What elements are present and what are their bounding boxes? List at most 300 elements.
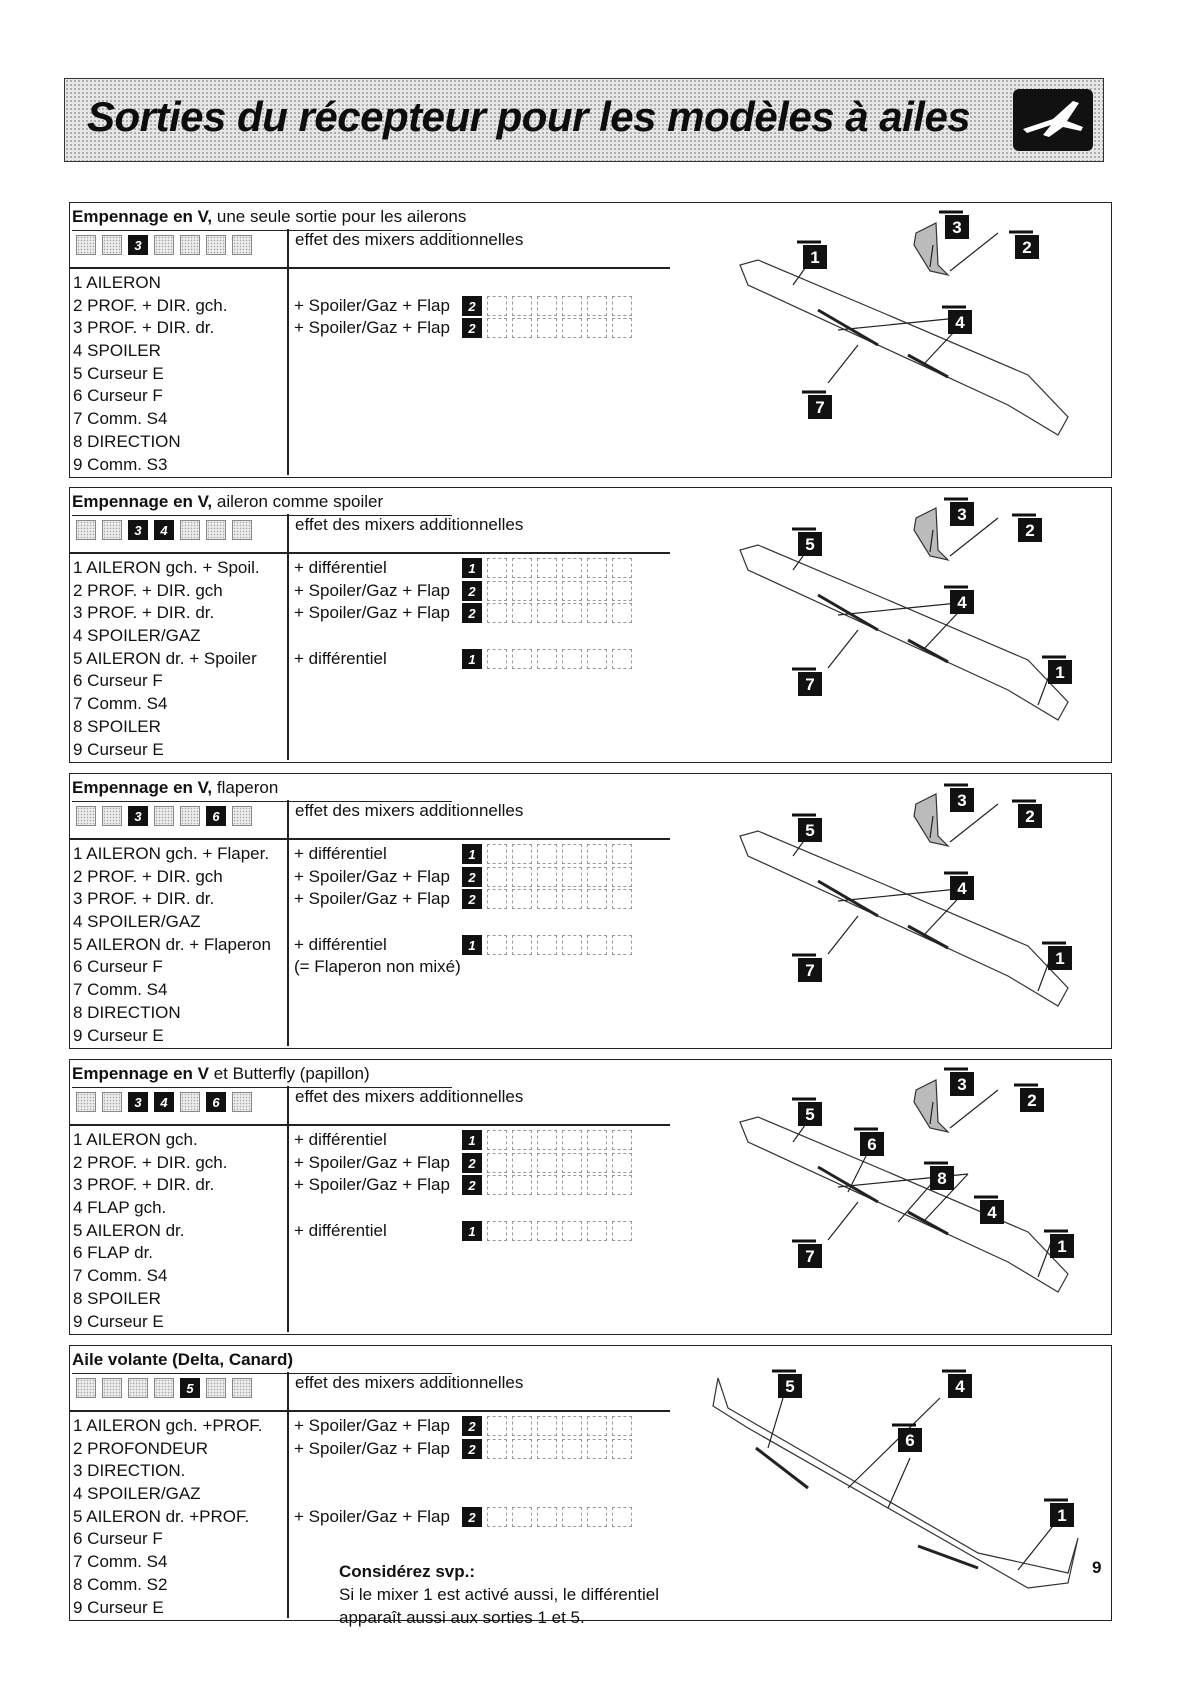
mix-channel-box (512, 296, 532, 316)
svg-text:1: 1 (1055, 949, 1065, 968)
mix-row (294, 1415, 674, 1438)
mix-channel-box (612, 1221, 632, 1241)
mix-channel-box (587, 935, 607, 955)
mix-channel-box (487, 1221, 507, 1241)
mix-channel-boxes (462, 603, 652, 624)
mix-channel-box (587, 318, 607, 338)
svg-text:2: 2 (1025, 807, 1035, 826)
output-item: 6 Curseur F (73, 1529, 163, 1549)
channel-box (206, 1378, 226, 1398)
svg-text:5: 5 (805, 821, 815, 840)
mix-channel-box (487, 889, 507, 909)
output-item: 2 PROF. + DIR. gch. (73, 1152, 228, 1172)
svg-text:4: 4 (957, 879, 967, 898)
mix-channel-box (562, 1153, 582, 1173)
wing-section (69, 1345, 1112, 1627)
v-tail (914, 508, 948, 560)
output-item: 1 AILERON (73, 273, 161, 292)
output-item: 8 Comm. S2 (73, 1574, 168, 1594)
mix-channel-box (562, 1175, 582, 1195)
channel-box (102, 1378, 122, 1398)
mix-text: + Spoiler/Gaz + Flap (294, 1506, 450, 1526)
mix-channel-box: 1 (462, 558, 482, 578)
output-item: 1 AILERON gch. (73, 1130, 198, 1149)
mix-channel-box (537, 1175, 557, 1195)
mix-channel-box: 1 (462, 1130, 482, 1150)
output-item: 9 Comm. S3 (73, 454, 168, 474)
mix-channel-box (612, 1153, 632, 1173)
page-number: 9 (1092, 1558, 1102, 1577)
channel-box (76, 1092, 96, 1112)
mix-channel-box (587, 1175, 607, 1195)
mix-channel-boxes (462, 1130, 652, 1151)
wing-output-tag (939, 212, 969, 239)
svg-text:1: 1 (810, 248, 820, 267)
mix-channel-box (587, 296, 607, 316)
output-item: 8 DIRECTION (73, 1002, 181, 1022)
output-item: 6 Curseur F (73, 671, 163, 691)
output-item: 5 AILERON dr. (73, 1220, 185, 1240)
mix-row (294, 1220, 674, 1243)
mix-text: + différentiel (294, 844, 387, 863)
wing-output-tag (892, 1425, 922, 1452)
mix-channel-box (537, 844, 557, 864)
mix-channel-box (612, 1439, 632, 1459)
mix-channel-boxes (462, 889, 652, 910)
wing-output-tag (944, 1069, 974, 1096)
output-item: 7 Comm. S4 (73, 1552, 168, 1572)
svg-text:3: 3 (957, 791, 967, 810)
mix-channel-boxes (462, 318, 652, 339)
output-list (70, 1415, 285, 1619)
channel-strip (76, 233, 276, 257)
mix-channel-boxes (462, 935, 652, 956)
v-tail (914, 223, 948, 275)
mix-row (294, 648, 674, 671)
output-item: 8 SPOILER (73, 1288, 161, 1308)
output-item: 7 Comm. S4 (73, 409, 168, 429)
mix-channel-box (562, 318, 582, 338)
channel-box (180, 806, 200, 826)
output-item: 6 FLAP dr. (73, 1243, 154, 1263)
mix-channel-box (537, 1153, 557, 1173)
mix-channel-box (587, 1221, 607, 1241)
mix-row (294, 557, 674, 580)
mix-channel-box (612, 889, 632, 909)
svg-text:3: 3 (957, 1075, 967, 1094)
wing-output-tag (802, 392, 832, 419)
output-item: 2 PROF. + DIR. gch (73, 580, 223, 600)
output-item: 5 AILERON dr. + Flaperon (73, 934, 271, 954)
section-heading-rest: aileron comme spoiler (212, 492, 384, 511)
mix-row (294, 1174, 674, 1197)
svg-text:1: 1 (1057, 1506, 1067, 1525)
mixer-heading: effet des mixers additionnelles (295, 1087, 524, 1106)
mix-channel-boxes (462, 581, 652, 602)
mix-channel-box (587, 889, 607, 909)
output-item: 3 PROF. + DIR. dr. (73, 318, 215, 338)
mixer-heading: effet des mixers additionnelles (295, 515, 524, 534)
mix-text: + Spoiler/Gaz + Flap (294, 1175, 450, 1195)
mix-channel-box (537, 1439, 557, 1459)
channel-box (76, 806, 96, 826)
wing-output-tag (792, 815, 822, 842)
channel-box (76, 1378, 96, 1398)
section-heading (72, 1063, 452, 1088)
wing-output-tag (1014, 1085, 1044, 1112)
row-divider (70, 552, 670, 554)
mix-channel-box: 2 (462, 1416, 482, 1436)
mix-channel-box (537, 935, 557, 955)
mix-channel-boxes (462, 1153, 652, 1174)
wing-output-tag (854, 1129, 884, 1156)
mix-channel-box (612, 603, 632, 623)
mix-row (294, 1438, 674, 1461)
mix-list (294, 843, 674, 979)
mix-channel-box (487, 1507, 507, 1527)
mix-text: + Spoiler/Gaz + Flap (294, 1438, 450, 1458)
mix-channel-box (537, 1221, 557, 1241)
channel-box: 4 (154, 1092, 174, 1112)
wing-main (740, 545, 1068, 720)
row-divider (70, 838, 670, 840)
wing-diagram (648, 1062, 1110, 1332)
channel-box: 3 (128, 806, 148, 826)
mix-row (294, 602, 674, 625)
output-item: 7 Comm. S4 (73, 1266, 168, 1286)
wing-output-tag (942, 307, 972, 334)
mix-channel-box (587, 1153, 607, 1173)
mix-channel-box (512, 1439, 532, 1459)
output-item: 5 AILERON dr. + Spoiler (73, 648, 257, 668)
mix-channel-boxes (462, 1416, 652, 1437)
output-item: 1 AILERON gch. + Flaper. (73, 844, 270, 863)
mix-channel-box (487, 603, 507, 623)
section-heading-bold: Empennage en V, (72, 492, 213, 511)
output-item: 2 PROFONDEUR (73, 1438, 209, 1458)
mix-channel-box: 2 (462, 581, 482, 601)
wing-output-tag (944, 499, 974, 526)
channel-strip (76, 804, 276, 828)
mix-channel-box (562, 296, 582, 316)
mix-channel-box (587, 581, 607, 601)
channel-box: 6 (206, 806, 226, 826)
mix-channel-box (562, 1221, 582, 1241)
output-item: 3 DIRECTION. (73, 1461, 186, 1481)
section-heading (72, 1349, 452, 1374)
mix-text: + différentiel (294, 934, 387, 954)
mix-channel-boxes (462, 867, 652, 888)
output-item: 3 PROF. + DIR. dr. (73, 1175, 215, 1195)
mix-channel-box (537, 1416, 557, 1436)
mix-text: + Spoiler/Gaz + Flap (294, 1416, 450, 1435)
channel-box (232, 520, 252, 540)
wing-section (69, 202, 1112, 478)
section-heading (72, 491, 452, 516)
channel-box (180, 1092, 200, 1112)
svg-text:7: 7 (815, 398, 825, 417)
output-item: 7 Comm. S4 (73, 980, 168, 1000)
mixer-heading: effet des mixers additionnelles (295, 230, 524, 249)
note (339, 1560, 659, 1629)
page-title: Sorties du récepteur pour les modèles à ailes (87, 93, 971, 140)
channel-box (76, 235, 96, 255)
note-line: apparaît aussi aux sorties 1 et 5. (339, 1608, 585, 1627)
svg-text:5: 5 (785, 1377, 795, 1396)
mix-channel-box (562, 649, 582, 669)
mix-channel-box (612, 581, 632, 601)
mix-text: (= Flaperon non mixé) (294, 957, 461, 977)
mix-channel-box (537, 1130, 557, 1150)
mix-channel-box: 1 (462, 844, 482, 864)
mix-channel-boxes (462, 558, 652, 579)
mix-channel-box: 1 (462, 935, 482, 955)
mix-channel-box (587, 1130, 607, 1150)
mix-row (294, 843, 674, 866)
svg-text:3: 3 (952, 218, 962, 237)
mix-channel-box (487, 1153, 507, 1173)
output-item: 4 FLAP gch. (73, 1198, 167, 1218)
output-item: 5 Curseur E (73, 363, 164, 383)
mix-channel-box (562, 603, 582, 623)
output-list (70, 843, 285, 1047)
channel-box (102, 806, 122, 826)
section-heading-bold: Empennage en V, (72, 778, 213, 797)
mix-channel-box (512, 318, 532, 338)
channel-box (232, 1378, 252, 1398)
mix-channel-boxes (462, 296, 652, 317)
section-heading-bold: Empennage en V (72, 1064, 209, 1083)
mix-text: + Spoiler/Gaz + Flap (294, 603, 450, 623)
channel-box (232, 1092, 252, 1112)
mix-channel-box (612, 844, 632, 864)
mix-channel-box (537, 581, 557, 601)
output-item: 2 PROF. + DIR. gch (73, 866, 223, 886)
mix-row (294, 934, 674, 957)
mix-channel-box (612, 1507, 632, 1527)
delta-wing (713, 1378, 1078, 1588)
channel-box (180, 235, 200, 255)
mix-list (294, 272, 674, 340)
wing-output-tag (792, 669, 822, 696)
mix-channel-box: 2 (462, 1153, 482, 1173)
mix-text: + Spoiler/Gaz + Flap (294, 318, 450, 338)
mix-channel-box: 2 (462, 889, 482, 909)
v-tail (914, 794, 948, 846)
channel-box: 4 (154, 520, 174, 540)
channel-box (154, 1378, 174, 1398)
svg-text:5: 5 (805, 1105, 815, 1124)
wing-output-tag (924, 1163, 954, 1190)
mix-channel-box (512, 603, 532, 623)
wing-output-tag (772, 1371, 802, 1398)
mix-channel-box (512, 1153, 532, 1173)
svg-text:4: 4 (955, 1377, 965, 1396)
mix-channel-box (487, 649, 507, 669)
output-item: 8 SPOILER (73, 716, 161, 736)
wing-output-tag (1012, 515, 1042, 542)
channel-box: 3 (128, 235, 148, 255)
svg-text:5: 5 (805, 535, 815, 554)
svg-text:2: 2 (1027, 1091, 1037, 1110)
mix-channel-box: 2 (462, 1175, 482, 1195)
wing-output-tag (1009, 232, 1039, 259)
mix-channel-boxes (462, 1175, 652, 1196)
mix-channel-boxes (462, 1439, 652, 1460)
output-item: 3 PROF. + DIR. dr. (73, 889, 215, 909)
mixer-heading: effet des mixers additionnelles (295, 1373, 524, 1392)
mix-channel-box (612, 558, 632, 578)
svg-text:2: 2 (1025, 521, 1035, 540)
output-item: 5 AILERON dr. +PROF. (73, 1506, 250, 1526)
wing-diagram (648, 205, 1110, 475)
mix-channel-box (562, 889, 582, 909)
mix-row (294, 956, 674, 979)
column-divider (287, 514, 289, 760)
mix-channel-box (587, 844, 607, 864)
channel-box (102, 235, 122, 255)
mix-channel-boxes (462, 649, 652, 670)
mix-channel-box (537, 296, 557, 316)
channel-box (102, 520, 122, 540)
mix-row (294, 1197, 674, 1220)
channel-box: 5 (180, 1378, 200, 1398)
mix-row (294, 272, 674, 295)
section-heading-rest: une seule sortie pour les ailerons (212, 207, 467, 226)
mix-channel-box (562, 1416, 582, 1436)
mix-row (294, 1460, 674, 1483)
column-divider (287, 1086, 289, 1332)
channel-box (154, 235, 174, 255)
output-list (70, 557, 285, 761)
svg-text:1: 1 (1055, 663, 1065, 682)
channel-box (232, 806, 252, 826)
section-heading (72, 206, 467, 231)
mix-row (294, 911, 674, 934)
wing-output-tag (792, 529, 822, 556)
mix-channel-box (612, 1175, 632, 1195)
svg-text:6: 6 (867, 1135, 877, 1154)
channel-box: 3 (128, 520, 148, 540)
svg-text:4: 4 (987, 1203, 997, 1222)
mix-channel-box (612, 296, 632, 316)
svg-text:7: 7 (805, 675, 815, 694)
channel-box (128, 1378, 148, 1398)
mix-channel-box (587, 558, 607, 578)
mix-text: + différentiel (294, 648, 387, 668)
mix-channel-box (487, 1175, 507, 1195)
note-title: Considérez svp.: (339, 1562, 476, 1581)
wing-main (740, 1117, 1068, 1292)
mix-channel-box (487, 581, 507, 601)
output-item: 7 Comm. S4 (73, 694, 168, 714)
mix-text: + Spoiler/Gaz + Flap (294, 1152, 450, 1172)
output-item: 3 PROF. + DIR. dr. (73, 603, 215, 623)
mix-channel-box (512, 1221, 532, 1241)
section-heading (72, 777, 452, 802)
mix-row (294, 295, 674, 318)
mix-channel-box (537, 1507, 557, 1527)
mix-channel-box (612, 318, 632, 338)
mix-text: + différentiel (294, 1220, 387, 1240)
wing-main (740, 260, 1068, 435)
mix-channel-box (512, 1507, 532, 1527)
mix-channel-box (537, 558, 557, 578)
mix-row (294, 1152, 674, 1175)
mixer-heading: effet des mixers additionnelles (295, 801, 524, 820)
mix-channel-box (587, 867, 607, 887)
svg-text:6: 6 (905, 1431, 915, 1450)
mix-channel-box (587, 649, 607, 669)
mix-channel-box (487, 296, 507, 316)
output-item: 8 DIRECTION (73, 431, 181, 451)
mix-channel-box (487, 1416, 507, 1436)
mix-channel-box (612, 1416, 632, 1436)
mix-channel-box: 2 (462, 867, 482, 887)
section-heading-rest: et Butterfly (papillon) (208, 1064, 370, 1083)
mix-row (294, 1129, 674, 1152)
mix-channel-box (587, 1507, 607, 1527)
wing-output-tag (942, 1371, 972, 1398)
wing-output-tag (792, 955, 822, 982)
mix-channel-box (512, 867, 532, 887)
mix-channel-box (512, 1416, 532, 1436)
mix-channel-box (487, 558, 507, 578)
mix-text: + Spoiler/Gaz + Flap (294, 889, 450, 909)
section-heading-rest: flaperon (212, 778, 279, 797)
output-item: 4 SPOILER/GAZ (73, 1484, 201, 1504)
mix-channel-box (537, 867, 557, 887)
wing-main (740, 831, 1068, 1006)
mix-text: + Spoiler/Gaz + Flap (294, 580, 450, 600)
mix-channel-box: 1 (462, 1221, 482, 1241)
wing-output-tag (797, 242, 827, 269)
output-item: 4 SPOILER/GAZ (73, 912, 201, 932)
mix-channel-box (562, 581, 582, 601)
output-list (70, 272, 285, 476)
row-divider (70, 267, 670, 269)
mix-channel-box (487, 1439, 507, 1459)
output-item: 1 AILERON gch. + Spoil. (73, 558, 260, 577)
mix-channel-box (612, 935, 632, 955)
wing-output-tag (1012, 801, 1042, 828)
mix-channel-boxes (462, 1221, 652, 1242)
mix-row (294, 866, 674, 889)
mix-channel-box (487, 844, 507, 864)
mix-channel-box: 2 (462, 1507, 482, 1527)
output-item: 4 SPOILER (73, 341, 161, 361)
mix-text: + Spoiler/Gaz + Flap (294, 866, 450, 886)
mix-channel-box (587, 603, 607, 623)
svg-text:7: 7 (805, 961, 815, 980)
mix-list (294, 1415, 674, 1528)
mix-channel-box (562, 1130, 582, 1150)
mix-channel-box: 2 (462, 603, 482, 623)
mix-row (294, 580, 674, 603)
mix-channel-box (537, 649, 557, 669)
output-item: 9 Curseur E (73, 739, 164, 759)
section-heading-bold: Aile volante (Delta, Canard) (72, 1350, 294, 1369)
mix-row (294, 888, 674, 911)
output-item: 9 Curseur E (73, 1597, 164, 1617)
wing-diagram (648, 490, 1110, 760)
output-item: 6 Curseur F (73, 386, 163, 406)
mix-channel-box: 2 (462, 1439, 482, 1459)
mix-channel-box (587, 1416, 607, 1436)
channel-box (180, 520, 200, 540)
mix-channel-box: 2 (462, 296, 482, 316)
row-divider (70, 1410, 670, 1412)
